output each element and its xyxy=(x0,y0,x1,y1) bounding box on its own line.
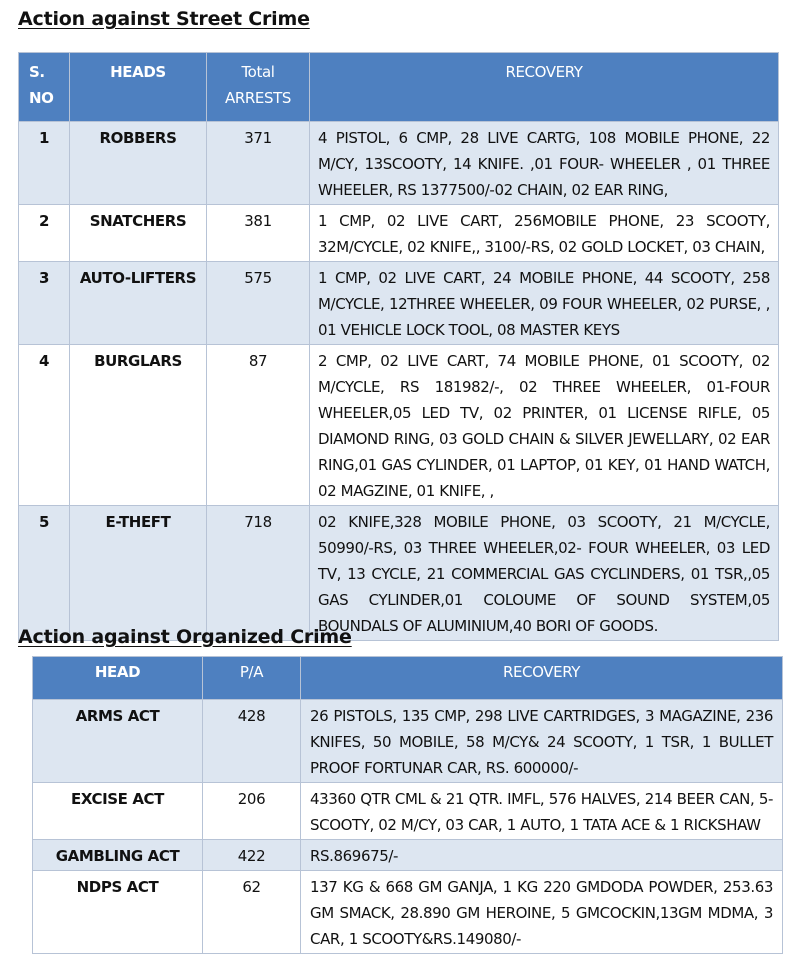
organized-crime-header-row xyxy=(33,657,783,700)
row-sno: 1 xyxy=(19,122,70,205)
row-sno: 5 xyxy=(19,506,70,641)
row-pa: 428 xyxy=(203,700,301,783)
table-row xyxy=(33,783,783,840)
header-recovery: RECOVERY xyxy=(310,53,779,122)
table-row xyxy=(19,506,779,641)
street-crime-header-row xyxy=(19,53,779,122)
table-row xyxy=(33,700,783,783)
row-recovery: 4 PISTOL, 6 CMP, 28 LIVE CARTG, 108 MOBILE PHONE, 22 M/CY, 13SCOOTY, 14 KNIFE. ,01 FOUR- WHEELER , 01 THREE WHEELER, RS 1377500/-02 CHAIN, 02 EAR RING, xyxy=(310,122,779,205)
organized-crime-title: Action against Organized Crime xyxy=(18,626,352,648)
row-pa: 62 xyxy=(203,871,301,954)
header-sno-line1: S. xyxy=(29,63,45,81)
row-sno: 2 xyxy=(19,205,70,262)
row-recovery: 2 CMP, 02 LIVE CART, 74 MOBILE PHONE, 01 SCOOTY, 02 M/CYCLE, RS 181982/-, 02 THREE WHEELER, 01-FOUR WHEELER,05 LED TV, 02 PRINTER, 01 LICENSE RIFLE, 05 DIAMOND RING, 03 GOLD CHAIN & SILVER JEWELLARY, 02 EAR RING,01 GAS CYLINDER, 01 LAPTOP, 01 KEY, 01 HAND WATCH, 02 MAGZINE, 01 KNIFE, , xyxy=(310,345,779,506)
row-recovery: 137 KG & 668 GM GANJA, 1 KG 220 GMDODA POWDER, 253.63 GM SMACK, 28.890 GM HEROINE, 5 GMCOCKIN,13GM MDMA, 3 CAR, 1 SCOOTY&RS.149080/- xyxy=(301,871,783,954)
row-total: 718 xyxy=(207,506,310,641)
table-row xyxy=(33,840,783,871)
row-recovery: 1 CMP, 02 LIVE CART, 24 MOBILE PHONE, 44 SCOOTY, 258 M/CYCLE, 12THREE WHEELER, 09 FOUR WHEELER, 02 PURSE, , 01 VEHICLE LOCK TOOL, 08 MASTER KEYS xyxy=(310,262,779,345)
row-head: BURGLARS xyxy=(70,345,207,506)
header-recovery: RECOVERY xyxy=(301,657,783,700)
header-pa: P/A xyxy=(203,657,301,700)
row-recovery: 1 CMP, 02 LIVE CART, 256MOBILE PHONE, 23 SCOOTY, 32M/CYCLE, 02 KNIFE,, 3100/-RS, 02 GOLD LOCKET, 03 CHAIN, xyxy=(310,205,779,262)
table-row xyxy=(33,871,783,954)
row-head: EXCISE ACT xyxy=(33,783,203,840)
street-crime-title: Action against Street Crime xyxy=(18,8,310,30)
row-sno: 3 xyxy=(19,262,70,345)
row-recovery: 43360 QTR CML & 21 QTR. IMFL, 576 HALVES, 214 BEER CAN, 5-SCOOTY, 02 M/CY, 03 CAR, 1 AUTO, 1 TATA ACE & 1 RICKSHAW xyxy=(301,783,783,840)
table-row xyxy=(19,122,779,205)
row-total: 87 xyxy=(207,345,310,506)
row-head: ROBBERS xyxy=(70,122,207,205)
row-head: NDPS ACT xyxy=(33,871,203,954)
row-head: SNATCHERS xyxy=(70,205,207,262)
row-pa: 206 xyxy=(203,783,301,840)
table-row xyxy=(19,345,779,506)
header-total-line2: ARRESTS xyxy=(225,89,291,107)
row-recovery: 02 KNIFE,328 MOBILE PHONE, 03 SCOOTY, 21 M/CYCLE, 50990/-RS, 03 THREE WHEELER,02- FOUR WHEELER, 03 LED TV, 13 CYCLE, 21 COMMERCIAL GAS CYCLINDERS, 01 TSR,,05 GAS CYLINDER,01 COLOUME OF SOUND SYSTEM,05 BOUNDALS OF ALUMINIUM,40 BORI OF GOODS. xyxy=(310,506,779,641)
table-row xyxy=(19,205,779,262)
header-head: HEAD xyxy=(33,657,203,700)
row-sno: 4 xyxy=(19,345,70,506)
header-total-arrests xyxy=(207,53,310,122)
row-recovery: 26 PISTOLS, 135 CMP, 298 LIVE CARTRIDGES, 3 MAGAZINE, 236 KNIFES, 50 MOBILE, 58 M/CY& 24 SCOOTY, 1 TSR, 1 BULLET PROOF FORTUNAR CAR, RS. 600000/- xyxy=(301,700,783,783)
header-sno-line2: NO xyxy=(29,89,54,107)
header-heads: HEADS xyxy=(70,53,207,122)
header-sno xyxy=(19,53,70,122)
row-recovery: RS.869675/- xyxy=(301,840,783,871)
row-total: 575 xyxy=(207,262,310,345)
row-total: 381 xyxy=(207,205,310,262)
organized-crime-table xyxy=(32,656,783,954)
row-head: AUTO-LIFTERS xyxy=(70,262,207,345)
header-total-line1: Total xyxy=(241,63,275,81)
row-head: GAMBLING ACT xyxy=(33,840,203,871)
row-total: 371 xyxy=(207,122,310,205)
row-head: ARMS ACT xyxy=(33,700,203,783)
street-crime-table xyxy=(18,52,779,641)
row-pa: 422 xyxy=(203,840,301,871)
table-row xyxy=(19,262,779,345)
row-head: E-THEFT xyxy=(70,506,207,641)
